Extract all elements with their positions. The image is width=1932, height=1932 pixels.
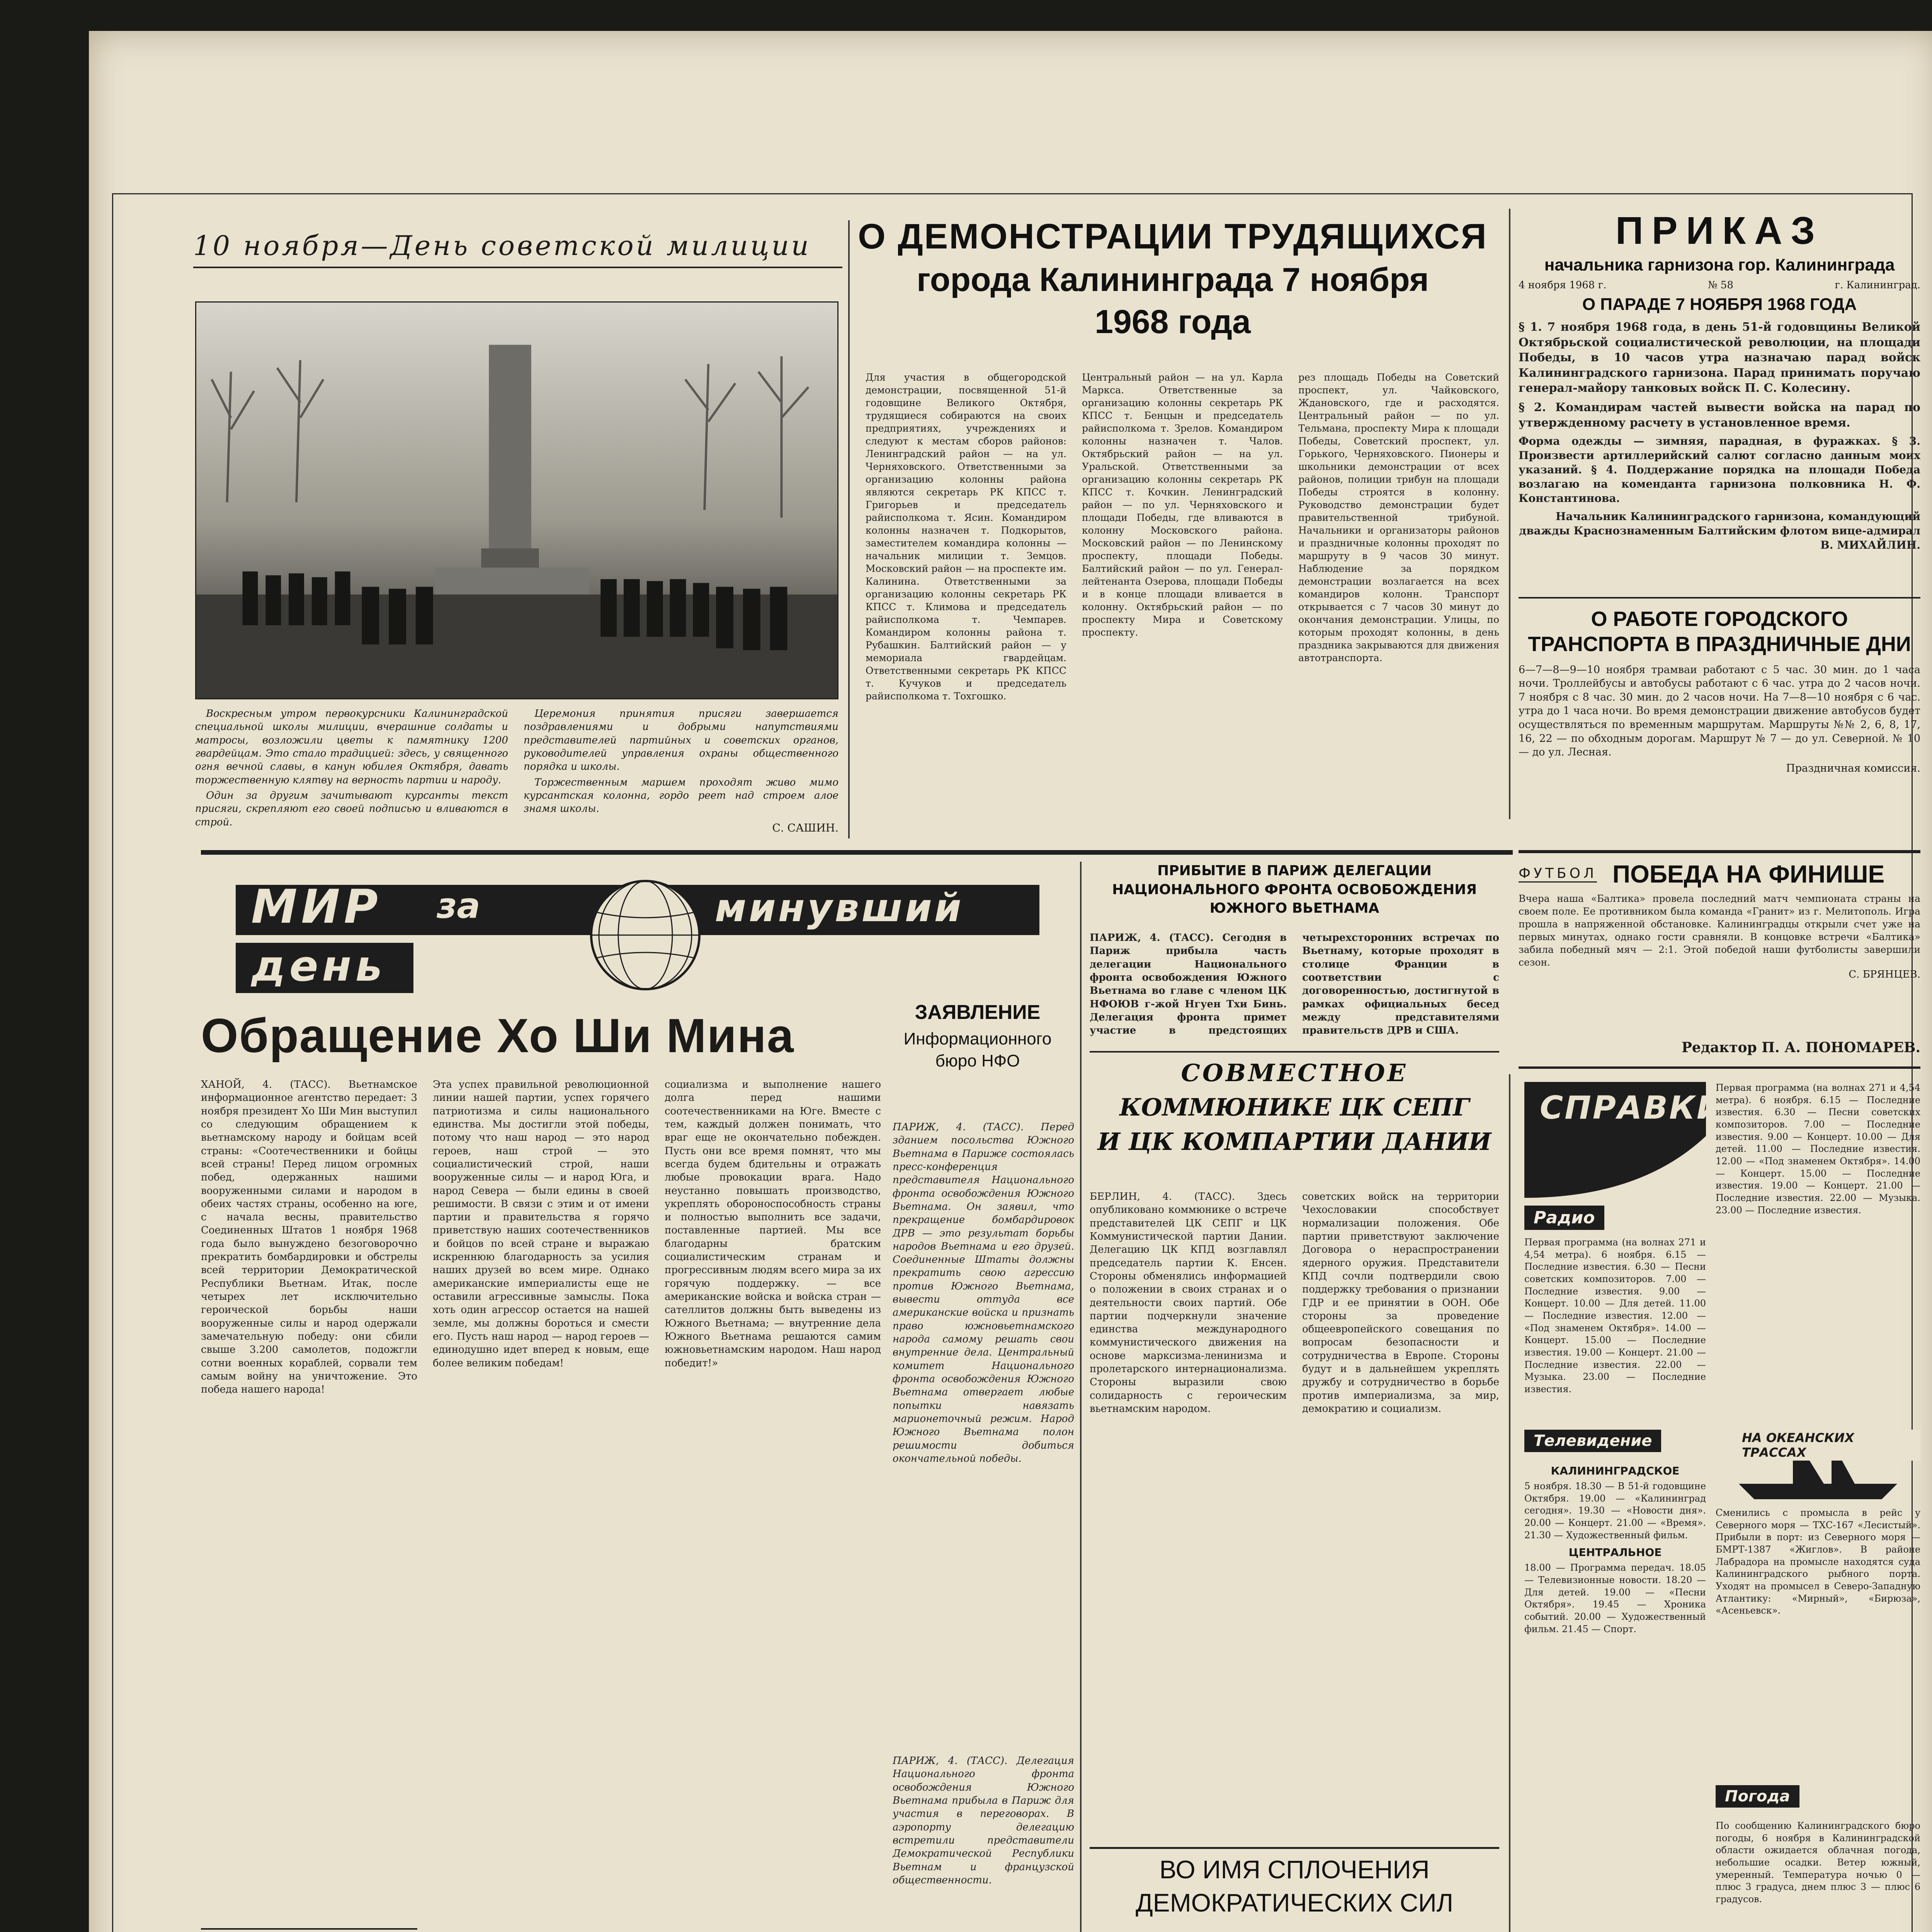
ho-headline: Обращение Хо Ши Мина <box>201 1009 794 1063</box>
militia-parade-photo <box>195 301 838 699</box>
top-band-rule-right <box>1519 850 1920 853</box>
caption-right-text-2: Торжественным маршем проходят живо мимо курсантская колонна, гордо реет над строем алое знамя школы. <box>524 776 838 815</box>
football-text: Вчера наша «Балтика» провела последний матч чемпионата страны на своем поле. Ее противником была команда «Гранит» из г. Мелитополь. Игра прошла в напряженной обстановке. Калининградцы открыли счет уже на первых минутах, однако гости сравняли. В концовке встречи «Балтика» забила победный мяч — 2:1. Этой победой наши футболисты завершили сезон. <box>1519 893 1920 968</box>
arrival-text: ПАРИЖ, 4. (ТАСС). Сегодня в Париж прибыла часть делегации Национального фронта освобождения Южного Вьетнама во главе с членом ЦК НФОЮВ г-жой Нгуен Тхи Бинь. Делегация фронта примет участие в предстоящих четырехсторонних встречах по Вьетнаму, которые проходят в столице Франции в соответствии с договоренностью, достигнутой в рамках официальных бесед между представителями правительств ДРВ и США. <box>1090 932 1499 1037</box>
transport-sign: Праздничная комиссия. <box>1786 762 1920 774</box>
caption-left-text: Воскресным утром первокурсники Калининградской специальной школы милиции, вчерашние солдаты и матросы, возложили цветы к памятнику 1200 гвардейцам. Это стало традицией: здесь, у священного огня вечной славы, в канун юбилея Октября, давать торжественную клятву на верность партии и народу. <box>195 708 508 786</box>
prikaz-meta <box>1519 279 1920 291</box>
ocean-label: НА ОКЕАНСКИХ ТРАССАХ <box>1739 1430 1920 1461</box>
demo-headline-1: О ДЕМОНСТРАЦИИ ТРУДЯЩИХСЯ <box>858 217 1488 256</box>
communique-headline-1: СОВМЕСТНОЕ <box>1181 1059 1408 1087</box>
prikaz-number: № 58 <box>1708 279 1733 291</box>
photo1-caption-left <box>195 707 508 869</box>
prikaz-city: г. Калининград. <box>1835 279 1920 291</box>
ocean-text: Сменились с промысла в рейс у Северного моря — ТХС-167 «Лесистый». Прибыли в порт: из Северного моря — БМРТ-1387 «Жиглов». В районе Лабрадора на промысле находятся суда Калининградского рыбного порта. Уходят на промысел в Северо-Западную Атлантику: «Мирный», «Бирюза», «Асеньевск». <box>1716 1507 1920 1616</box>
ho-column-3: социализма и выполнение нашего долга перед нашими соотечественниками на Юге. Вместе с тем, каждый должен понимать, что враг еще не окончательно побежден. Пусть они все время помнят, что мы всегда будем бдительны и отражать любые провокации врага. Надо неустанно повышать производство, укреплять обороноспособность страны и полностью выполнить все задачи, поставленные партией. Мы все благодарны братским социалистическим странам и прогрессивным людям всего мира за их горячую поддержку. — все американские войска и войска стран — сателлитов должны быть выведены из Южного Вьетнама; — внутренние дела Южного Вьетнама решаются самим южновьетнамским народом. Наш народ победит!» <box>665 1079 881 1369</box>
prikaz-topic: О ПАРАДЕ 7 НОЯБРЯ 1968 ГОДА <box>1582 295 1857 314</box>
communique-headline-2: КОММЮНИКЕ ЦК СЕПГ <box>1119 1093 1469 1121</box>
demo-column-2: Центральный район — на ул. Карла Маркса. Ответственные за организацию колонны секретарь РК КПСС т. Бенцын и председатель райисполкома т. Зрелов. Командиром колонны назначен т. Чалов. Октябрьский район — на ул. Уральской. Ответственными за организацию колонны секретарь РК КПСС т. Кочкин. Ленинградский район — по ул. Черняховского и площади Победы, где вливаются в колонну Московского района. Московский район — по Ленинскому проспекту, площади Победы. Балтийский район — по ул. Генерал-лейтенанта Озерова, площади Победы и в конце площади вливается в колонну. Октябрьский район — по проспекту Мира и Советскому проспекту. <box>1082 372 1283 638</box>
transport-headline: О РАБОТЕ ГОРОДСКОГО ТРАНСПОРТА В ПРАЗДНИЧНЫЕ ДНИ <box>1528 607 1911 656</box>
prikaz-text-3: Форма одежды — зимняя, парадная, в фуражках. § 3. Произвести артиллерийский салют согласно данным моих указаний. § 4. Поддержание порядка на площади Победа возлагаю на коменданта гарнизона полковника Н. Ф. Константинова. <box>1519 435 1920 505</box>
column-divider-2 <box>1509 209 1510 819</box>
arrival-rule <box>1090 1051 1499 1053</box>
demo-column-3: рез площадь Победы на Советский проспект, ул. Чайковского, Ждановского, где и расходятся. Центральный район — по ул. Тельмана, проспекту Мира к площади Победы, Советский проспект, ул. Горького, Черняховского. Пионеры и школьники демонстрации от всех районов, полиции трибун на площади Победы строятся в колонну. Руководство демонстрации будет правительственной трибуной. Начальники и организаторы районов и праздничные колонны проходят по маршруту в 9 часов 30 минут. Наблюдение за порядком демонстрации возлагается на всех командиров колонн. Транспорт открывается с 7 часов 30 минут до окончания демонстрации. Улицы, по которым проходят колонны, в день праздника закрываются для движения автотранспорта. <box>1298 372 1499 663</box>
caption-right-text: Церемония принятия присяги завершается поздравлениями и добрыми напутствиями представителей партийных и советских органов, руководителей управления охраны общественного порядка и школы. <box>524 708 838 773</box>
caption-left-text-2: Один за другим зачитывают курсанты текст присяги, скрепляют его своей подписью и вливаются в строй. <box>195 789 508 828</box>
prikaz-block <box>1519 209 1920 618</box>
demo-headline-block <box>856 216 1490 371</box>
ho-column-1: ХАНОЙ, 4. (ТАСС). Вьетнамское информационное агентство передает: 3 ноября президент Хо Ши Мин выступил со следующим обращением к вьетнамскому народу и бойцам всей страны: «Соотечественники и бойцы всей страны! Перед лицом огромных побед, одержанных нашими вооруженными силами и народом в обеих частях страны, особенно на юге, с начала весны, правительство Соединенных Штатов 1 ноября 1968 года было вынуждено безоговорочно прекратить бомбардировки и обстрелы всей территории Демократической Республики Вьетнам. Итак, после четырех лет исключительно героической борьбы наши вооруженные силы и народ одержали замечательную победу: они сбили свыше 3.200 самолетов, подожгли сотни военных кораблей, сорвали тем самым войну на уничтожение. Это победа нашего народа! <box>201 1079 417 1396</box>
football-credit: С. БРЯНЦЕВ. <box>1849 969 1920 980</box>
nfo-paris-text: ПАРИЖ, 4. (ТАСС). Делегация Национального фронта освобождения Южного Вьетнама прибыла в Париж для участия в переговорах. В аэропорту делегацию встретили представители Демократической Республики Вьетнам и французской общественности. <box>893 1755 1074 1886</box>
nfo-statement-text: ПАРИЖ, 4. (ТАСС). Перед зданием посольства Южного Вьетнама в Париже состоялась пресс-конференция представителя Национального фронта освобождения Южного Вьетнама. Он заявил, что прекращение бомбардировок ДРВ — это результат борьбы народов Вьетнама и его друзей. Соединенные Штаты должны прекратить свою агрессию против Южного Вьетнама, вывести оттуда все американские войска и признать право южновьетнамского народа самому решать свои внутренние дела. Центральный комитет Национального фронта освобождения Южного Вьетнама отвергает любые попытки навязать марионеточный режим. Народ Южного Вьетнама полон решимости добиться окончательной победы. <box>893 1121 1074 1464</box>
tv-station-2: ЦЕНТРАЛЬНОЕ <box>1568 1546 1662 1559</box>
football-label: ФУТБОЛ <box>1519 866 1597 883</box>
ho-column-2: Эта успех правильной революционной линии нашей партии, успех горячего патриотизма и силы национального единства. Мы достигли этой победы, потому что наш народ — это народ героев, наш строй — это социалистический строй, наши вооруженные силы — и народ Юга, и народ Севера — были едины в своей решимости. В связи с этим и от имени партии и правительства я горячо приветствую наших соотечественников и бойцов по всей стране и выражаю искреннюю благодарность за усилия наших друзей во всем мире. Однако американские империалисты еще не оставили агрессивные замыслы. Пока хоть один агрессор остается на нашей земле, мы должны бороться и смести его. Пусть наш народ — народ героев — единодушно идет вперед к новым, еще более великим победам! <box>433 1079 649 1369</box>
column-divider-1 <box>848 220 850 838</box>
kp-usa-rule <box>201 1928 417 1930</box>
democratic-headline-1: ВО ИМЯ СПЛОЧЕНИЯ <box>1159 1855 1430 1884</box>
weather-text: По сообщению Калининградского бюро погоды, 6 ноября в Калининградской области ожидается облачная погода, небольшие осадки. Ветер южный, умеренный. Температура ночью 0 — плюс 3 градуса, днем плюс 3 — плюс 6 градусов. <box>1716 1820 1920 1905</box>
prikaz-sign: Начальник Калининградского гарнизона, командующий дважды Краснознаменным Балтийским флотом вице-адмирал В. МИХАЙЛИН. <box>1519 510 1920 551</box>
mir-word-4: день <box>251 941 386 991</box>
nfo-statement-headline <box>896 1001 1059 1117</box>
demo-headline-3: 1968 года <box>1095 303 1251 340</box>
column-divider-3 <box>1080 862 1082 1932</box>
communique-column-1: БЕРЛИН, 4. (ТАСС). Здесь опубликовано коммюнике о встрече представителей ЦК СЕПГ и ЦК Коммунистической партии Дании. Делегацию ЦК КПД возглавлял председатель партии К. Енсен. Стороны обменялись информацией о положении в своих странах и о деятельности своих партий. Обе партии подчеркнули значение единства международного коммунистического движения на основе марксизма-ленинизма и пролетарского интернационализма. Стороны выразили свою солидарность с героическим вьетнамским народом. <box>1090 1191 1287 1415</box>
football-block <box>1519 860 1920 1034</box>
prikaz-rule <box>1519 597 1920 599</box>
tv-label-block <box>1524 1430 1706 1457</box>
top-band-rule <box>201 850 1513 855</box>
photo1-credit: С. САШИН. <box>772 821 838 834</box>
radio-label-block <box>1524 1206 1706 1229</box>
editor-line: Редактор П. А. ПОНОМАРЕВ. <box>1681 1039 1920 1056</box>
tv-station-1: КАЛИНИНГРАДСКОЕ <box>1551 1464 1680 1477</box>
prikaz-subtitle: начальника гарнизона гор. Калининграда <box>1544 255 1895 274</box>
nfo-headline-2: Информационного бюро НФО <box>903 1029 1052 1071</box>
arrival-headline: ПРИБЫТИЕ В ПАРИЖ ДЕЛЕГАЦИИ НАЦИОНАЛЬНОГО ФРОНТА ОСВОБОЖДЕНИЯ ЮЖНОГО ВЬЕТНАМА <box>1112 863 1477 917</box>
arrival-headline-block <box>1090 862 1499 939</box>
demo-column-1: Для участия в общегородской демонстрации, посвященной 51-й годовщине Великого Октября, трудящиеся собираются на своих предприятиях, учреждениях и следуют к местам сборов районов: Ленинградский район — на ул. Черняховского. Ответственными за организацию колонны района являются секретарь РК КПСС т. Григорьев и председатель райисполкома т. Ясин. Командиром колонны назначен т. Подкорытов, заместителем командира колонны — начальник милиции т. Земцов. Московский район — на проспекте им. Калинина. Ответственными за организацию колонны секретарь РК КПСС т. Климова и председатель райисполкома т. Чемпарев. Командиром колонны района т. Рубашкин. Балтийский район — у мемориала гвардейцам. Ответственными секретарь РК КПСС т. Кучуков и председатель райисполкома т. Тохгошко. <box>866 372 1066 702</box>
photo1-caption-right <box>524 707 838 869</box>
mir-word-3: минувший <box>715 885 964 930</box>
tv-label: Телевидение <box>1524 1430 1661 1452</box>
militia-photo-image <box>196 303 837 698</box>
spravki-title: СПРАВКИ <box>1540 1090 1725 1126</box>
prikaz-title: ПРИКАЗ <box>1615 209 1824 252</box>
tv-block <box>1524 1464 1706 1820</box>
column-divider-4 <box>1509 1074 1510 1932</box>
mir-banner <box>205 877 1078 1005</box>
editor-rule <box>1519 1066 1920 1069</box>
communique-rule <box>1090 1847 1499 1849</box>
demo-headline-2: города Калининграда 7 ноября <box>917 261 1429 298</box>
communique-column-2: советских войск на территории Чехословакии способствует нормализации положения. Обе партии приветствуют заключение Договора о нераспространении ядерного оружия. Представители КПД сочли подтвердили свою поддержку требования о признании ГДР и ее принятии в ООН. Обе стороны за проведение общеевропейского совещания по вопросам безопасности и сотрудничества в Европе. Стороны будут и в дальнейшем укреплять дружбу и сотрудничество в борьбе против империализма, за мир, демократию и социализм. <box>1302 1191 1499 1415</box>
communique-headline-3: И ЦК КОМПАРТИИ ДАНИИ <box>1097 1128 1492 1156</box>
weather-label-block <box>1716 1785 1920 1812</box>
weather-label: Погода <box>1716 1785 1799 1808</box>
democratic-headline-block <box>1090 1855 1499 1932</box>
communique-headline-block <box>1090 1059 1499 1186</box>
radio-label: Радио <box>1524 1206 1604 1230</box>
header-rule <box>193 267 842 268</box>
nfo-headline-1: ЗАЯВЛЕНИЕ <box>915 1001 1041 1024</box>
ho-headline-block <box>201 1009 927 1063</box>
transport-text: 6—7—8—9—10 ноября трамваи работают с 5 час. 30 мин. до 1 часа ночи. Троллейбусы и автобусы работают с 6 час. утра до 2 часов ночи. 7 ноября с 8 час. 30 мин. до 2 часов ночи. На 7—8—10 ноября с 6 час. утра до 1 часа ночи. Во время демонстрации движение автобусов будет осуществляться по временным маршрутам. Маршруты №№ 2, 6, 8, 17, 16, 22 — по обходным дорогам. Маршрут № 7 — до ул. Северной. № 10 — до ул. Лесная. <box>1519 663 1920 759</box>
spravki-banner <box>1524 1082 1725 1198</box>
football-header <box>1519 860 1920 888</box>
mir-word-1: МИР <box>251 880 382 934</box>
prikaz-date: 4 ноября 1968 г. <box>1519 279 1607 291</box>
tv-text-1: 5 ноября. 18.30 — В 51-й годовщине Октября. 19.00 — «Калининград сегодня». 19.30 — «Новости дня». 20.00 — Концерт. 21.00 — «Время». 21.30 — Художественный фильм. <box>1524 1481 1706 1541</box>
tv-text-2: 18.00 — Программа передач. 18.05 — Телевизионные новости. 18.20 — Для детей. 19.00 — «Песни Октября». 19.45 — Хроника событий. 20.00 — Художественный фильм. 21.45 — Спорт. <box>1524 1562 1706 1634</box>
radio-text: Первая программа (на волнах 271 и 4,54 метра). 6 ноября. 6.15 — Последние известия. 6.30 — Песни советских композиторов. 7.00 — Последние известия. 9.00 — Концерт. 10.00 — Для детей. 11.00 — Последние известия. 12.00 — «Под знаменем Октября». 14.00 — Концерт. 15.00 — Последние известия. 19.00 — Концерт. 21.00 — Последние известия. 22.00 — Музыка. 23.00 — Последние известия. <box>1524 1237 1706 1395</box>
football-headline: ПОБЕДА НА ФИНИШЕ <box>1612 860 1885 888</box>
mir-word-2: за <box>437 886 481 926</box>
prikaz-text-1: § 1. 7 ноября 1968 года, в день 51-й годовщины Великой Октябрьской социалистической революции, на площади Победы, в 10 часов утра назначаю парад войск Калининградского гарнизона. Парад принимать поручаю генерал-майору танковых войск П. С. Колесину. <box>1519 320 1920 395</box>
democratic-headline-2: ДЕМОКРАТИЧЕСКИХ СИЛ <box>1135 1888 1454 1917</box>
radio-text-continued: Первая программа (на волнах 271 и 4,54 метра). 6 ноября. 6.15 — Последние известия. 6.30 — Песни советских композиторов. 7.00 — Последние известия. 9.00 — Концерт. 10.00 — Для детей. 11.00 — Последние известия. 12.00 — «Под знаменем Октября». 14.00 — Концерт. 15.00 — Последние известия. 19.00 — Концерт. 21.00 — Последние известия. 22.00 — Музыка. 23.00 — Последние известия. <box>1716 1082 1920 1216</box>
ocean-label-block <box>1716 1426 1920 1503</box>
transport-block <box>1519 607 1920 846</box>
header-left-text: 10 ноября—День советской милиции <box>193 230 811 262</box>
day-of-militia-header <box>193 230 838 265</box>
prikaz-text-2: § 2. Командирам частей вывести войска на парад по утвержденному расчету в установленное время. <box>1519 400 1920 430</box>
